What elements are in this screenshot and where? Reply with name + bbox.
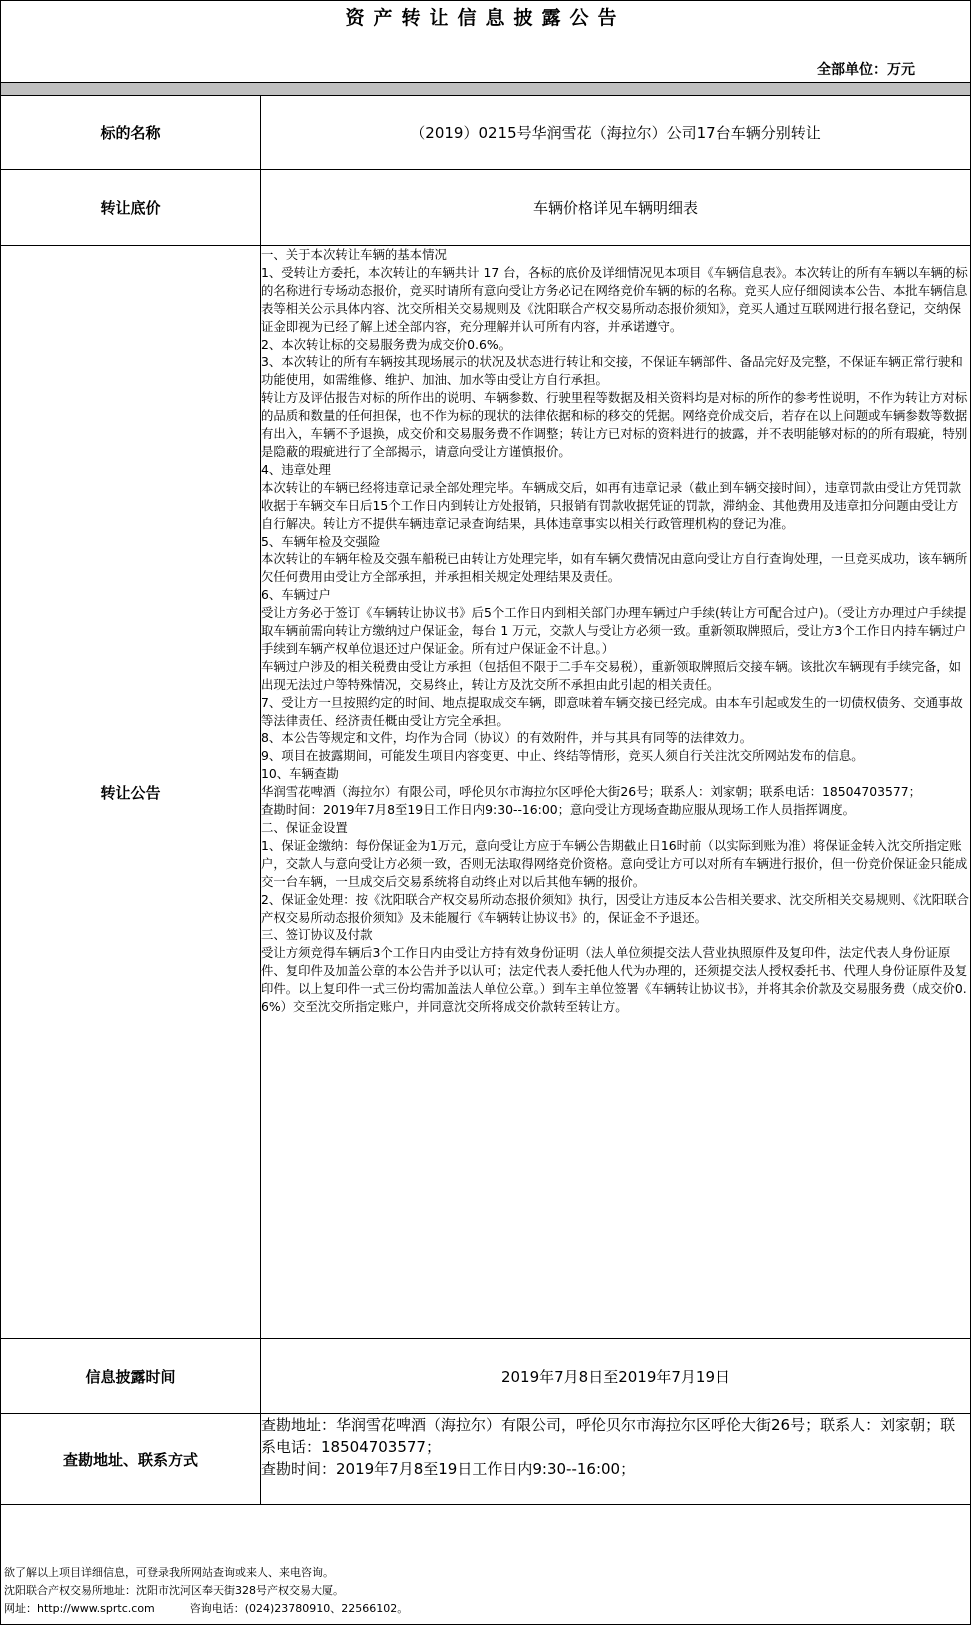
- notice-paragraph: 二、保证金设置: [261, 820, 348, 835]
- notice-paragraph: 三、签订协议及付款: [261, 927, 373, 943]
- reserve-price-label: 转让底价: [1, 170, 261, 246]
- notice-paragraph: 10、车辆查勘: [261, 766, 339, 782]
- contact-time: 查勘时间：2019年7月8至19日工作日内9:30--16:00；: [261, 1460, 636, 1478]
- notice-paragraph: 2、本次转让标的交易服务费为成交价0.6%。: [261, 336, 512, 352]
- footer: [4, 1564, 408, 1618]
- period-row: [1, 1339, 971, 1414]
- period-value: 2019年7月8日至2019年7月19日: [261, 1339, 971, 1414]
- notice-paragraph: 5、车辆年检及交强险: [261, 533, 381, 549]
- reserve-price-value: 车辆价格详见车辆明细表: [261, 170, 971, 246]
- notice-content: [261, 246, 971, 1339]
- contact-value: [261, 1414, 971, 1505]
- notice-paragraph: 车辆过户涉及的相关税费由受让方承担（包括但不限于二手车交易税），重新领取牌照后交接车辆。该批次车辆现有手续完备，如出现无法过户等特殊情况，交易终止，转让方及沈交所不承担由此引起的相关责任。: [261, 658, 962, 692]
- footer-info: 欲了解以上项目详细信息，可登录我所网站查询或来人、来电咨询。: [4, 1566, 334, 1579]
- period-label: 信息披露时间: [1, 1339, 261, 1414]
- notice-paragraph: 2、保证金处理：按《沈阳联合产权交易所动态报价须知》执行，因受让方违反本公告相关要求、沈交所相关交易规则、《沈阳联合产权交易所动态报价须知》及未能履行《车辆转让协议书》的，保证金不予退还。: [261, 891, 969, 925]
- contact-label: 查勘地址、联系方式: [1, 1414, 261, 1505]
- contact-row: [1, 1414, 971, 1505]
- subject-label: 标的名称: [1, 96, 261, 170]
- notice-paragraph: 3、本次转让的所有车辆按其现场展示的状况及状态进行转让和交接，不保证车辆部件、备品完好及完整，不保证车辆正常行驶和功能使用，如需维修、维护、加油、加水等由受让方自行承担。: [261, 354, 963, 388]
- notice-paragraph: 4、违章处理: [261, 461, 331, 477]
- notice-paragraph: 转让方及评估报告对标的所作出的说明、车辆参数、行驶里程等数据及相关资料均是对标的所作的参考性说明，不作为转让方对标的品质和数量的任何担保，也不作为标的现状的法律依据和标的移交的凭据。网络竞价成交后，若存在以上问题或车辆参数等数据有出入，车辆不予退换，成交价和交易服务费不作调整；转让方已对标的资料进行的披露，并不表明能够对标的的所有瑕疵，特别是隐蔽的瑕疵进行了全部揭示，请意向受让方谨慎报价。: [261, 390, 968, 459]
- notice-paragraph: 查勘时间：2019年7月8至19日工作日内9:30--16:00；意向受让方现场查勘应服从现场工作人员指挥调度。: [261, 802, 855, 818]
- page-title: 资产转让信息披露公告: [345, 7, 626, 29]
- notice-paragraph: 本次转让的车辆年检及交强车船税已由转让方处理完毕，如有车辆欠费情况由意向受让方自行查询处理，一旦竞买成功，该车辆所欠任何费用由受让方全部承担，并承担相关规定处理结果及责任。: [261, 551, 968, 585]
- subject-value: （2019）0215号华润雪花（海拉尔）公司17台车辆分别转让: [261, 96, 971, 170]
- notice-paragraph: 7、受让方一旦按照约定的时间、地点提取成交车辆，即意味着车辆交接已经完成。由本车引起或发生的一切债权债务、交通事故等法律责任、经济责任概由受让方完全承担。: [261, 694, 963, 728]
- notice-paragraph: 本次转让的车辆已经将违章记录全部处理完毕。车辆成交后，如再有违章记录（截止到车辆交接时间），违章罚款由受让方凭罚款收据于车辆交车日后15个工作日内到转让方处报销，只报销有罚款收据凭证的罚款，滞纳金、其他费用及违章扣分问题由受让方自行解决。转让方不提供车辆违章记录查询结果，具体违章事实以相关行政管理机构的登记为准。: [261, 479, 962, 531]
- notice-paragraph: 一、关于本次转让车辆的基本情况: [261, 247, 447, 262]
- notice-lines: [261, 246, 970, 1016]
- notice-paragraph: 受让方须竞得车辆后3个工作日内由受让方持有效身份证明（法人单位须提交法人营业执照原件及复印件，法定代表人身份证原件、复印件及加盖公章的本公告并予以认可；法定代表人委托他人代为办理的，还须提交法人授权委托书、代理人身份证原件及复印件。以上复印件一式三份均需加盖法人单位公章。）到车主单位签署《车辆转让协议书》，并将其余价款及交易服务费（成交价0.6%）交至沈交所指定账户，并同意沈交所将成交价款转至转让方。: [261, 945, 968, 1015]
- subject-row: [1, 96, 971, 170]
- notice-paragraph: 1、受转让方委托，本次转让的车辆共计 17 台，各标的底价及详细情况见本项目《车辆信息表》。本次转让的所有车辆以车辆的标的名称进行专场动态报价，竞买时请所有意向受让方务必记在网络竞价车辆的标的名称。竞买人应仔细阅读本公告、本批车辆信息表等相关公示具体内容、沈交所相关交易规则及《沈阳联合产权交易所动态报价须知》，竞买人通过互联网进行报名登记，交纳保证金即视为已经了解上述全部内容，充分理解并认可所有内容，并承诺遵守。: [261, 264, 968, 334]
- notice-paragraph: 1、保证金缴纳：每份保证金为1万元，意向受让方应于车辆公告期截止日16时前（以实际到账为准）将保证金转入沈交所指定账户，交款人与意向受让方必须一致，否则无法取得网络竞价资格。意向受让方可以对所有车辆进行报价，但一份竞价保证金只能成交一台车辆，一旦成交后交易系统将自动终止对以后其他车辆的报价。: [261, 837, 968, 889]
- reserve-price-row: [1, 170, 971, 246]
- notice-paragraph: 8、本公告等规定和文件，均作为合同（协议）的有效附件，并与其具有同等的法律效力。: [261, 730, 753, 746]
- notice-paragraph: 6、车辆过户: [261, 587, 331, 603]
- notice-paragraph: 受让方务必于签订《车辆转让协议书》后5个工作日内到相关部门办理车辆过户手续(转让方可配合过户)。（受让方办理过户手续提取车辆前需向转让方缴纳过户保证金，每台 1 万元，交款人与受让方必须一致。重新领取牌照后，受让方3个工作日内持车辆过户手续到车辆产权单位退还过户保证金。所有过户保证金不计息。）: [261, 605, 967, 656]
- disclosure-table: [0, 95, 971, 1505]
- header-band: [1, 82, 970, 96]
- unit-note: 全部单位：万元: [817, 62, 915, 78]
- notice-row: [1, 246, 971, 1339]
- footer-website-phone: 网址：http://www.sprtc.com 咨询电话：(024)23780910、22566102。: [4, 1602, 409, 1615]
- footer-address: 沈阳联合产权交易所地址：沈阳市沈河区奉天街328号产权交易大厦。: [4, 1584, 344, 1597]
- notice-paragraph: 华润雪花啤酒（海拉尔）有限公司，呼伦贝尔市海拉尔区呼伦大街26号；联系人：刘家朝；联系电话：18504703577；: [261, 784, 922, 800]
- contact-address: 查勘地址：华润雪花啤酒（海拉尔）有限公司，呼伦贝尔市海拉尔区呼伦大街26号；联系人：刘家朝；联系电话：18504703577；: [261, 1416, 956, 1456]
- notice-label: 转让公告: [1, 246, 261, 1339]
- notice-paragraph: 9、项目在披露期间，可能发生项目内容变更、中止、终结等情形，竞买人须自行关注沈交所网站发布的信息。: [261, 748, 864, 764]
